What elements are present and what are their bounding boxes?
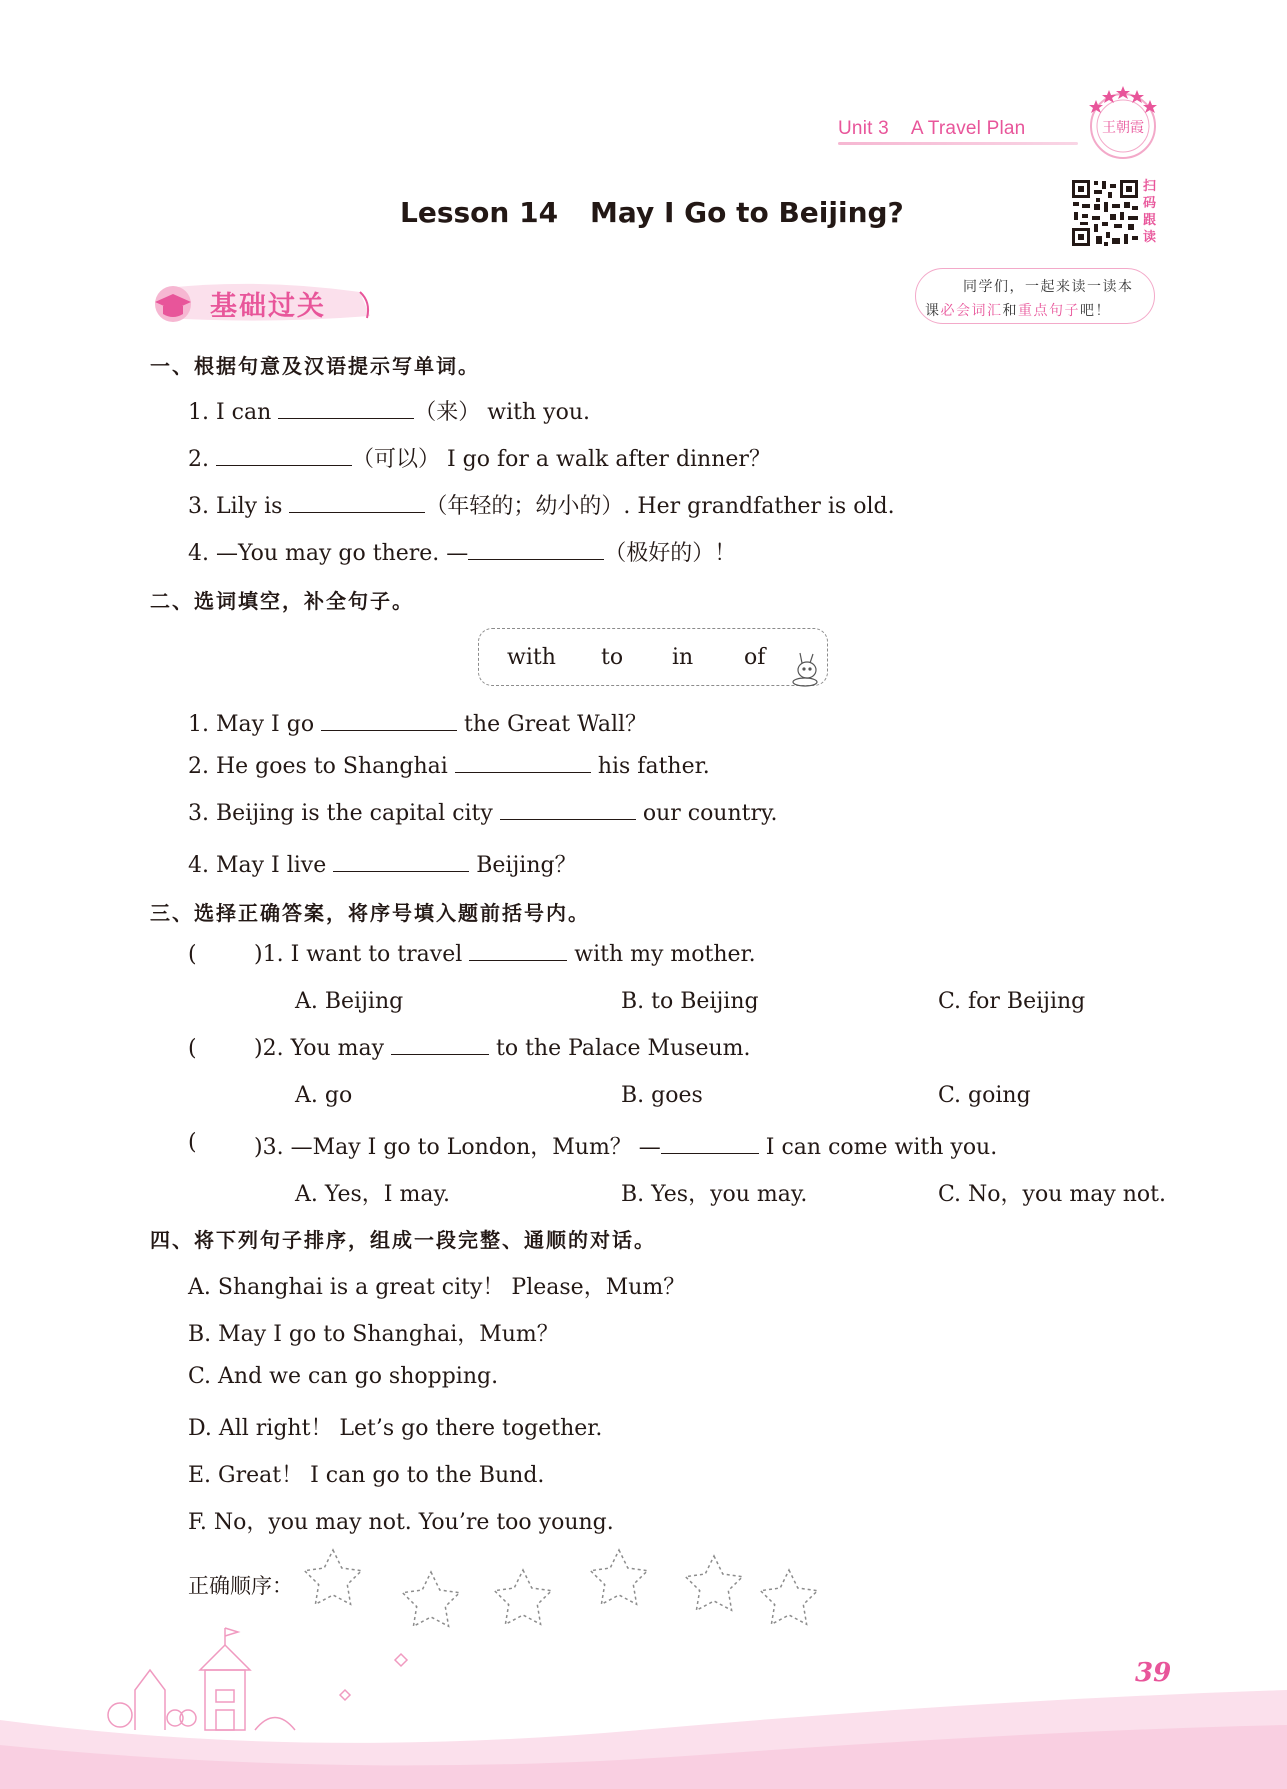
correct-order-label: 正确顺序： xyxy=(188,1574,293,1598)
answer-blank[interactable] xyxy=(468,542,604,560)
answer-blank[interactable] xyxy=(333,854,469,872)
footer-castle-decoration-icon xyxy=(0,1620,1287,1789)
dialogue-sentence-c: C. And we can go shopping. xyxy=(188,1364,499,1389)
lesson-name: May I Go to Beijing? xyxy=(590,196,904,229)
lesson-title xyxy=(400,196,904,229)
part3-item-2-option-c[interactable]: C. going xyxy=(938,1083,1031,1108)
dialogue-sentence-e: E. Great！ I can go to the Bund. xyxy=(188,1463,545,1488)
dialogue-sentence-d: D. All right！ Let’s go there together. xyxy=(188,1416,603,1441)
order-star-5[interactable] xyxy=(686,1556,743,1610)
part1-item-4: 4. —You may go there. — （极好的）！ xyxy=(188,541,737,566)
unit-number: Unit 3 xyxy=(838,118,889,139)
order-star-1[interactable] xyxy=(305,1550,362,1604)
header-underline xyxy=(838,142,1078,145)
part3-heading: 三、选择正确答案，将序号填入题前括号内。 xyxy=(150,901,590,925)
word-bank-item: with xyxy=(507,645,556,670)
order-star-4[interactable] xyxy=(591,1550,648,1604)
answer-blank[interactable] xyxy=(455,755,591,773)
publisher-seal-icon xyxy=(1082,80,1164,162)
answer-blank[interactable] xyxy=(469,943,567,961)
answer-blank[interactable] xyxy=(289,495,425,513)
part3-item-3-option-a[interactable]: A. Yes，I may. xyxy=(295,1182,450,1207)
answer-paren-open[interactable]: ( xyxy=(188,1130,197,1155)
part3-item-2-option-a[interactable]: A. go xyxy=(295,1083,353,1108)
part3-item-3: )3. —May I go to London，Mum？ — I can come with you. xyxy=(254,1135,998,1160)
part3-item-3-option-c[interactable]: C. No，you may not. xyxy=(938,1182,1167,1207)
svg-text:王朝霞: 王朝霞 xyxy=(1102,120,1144,136)
dialogue-sentence-a: A. Shanghai is a great city！ Please，Mum？ xyxy=(188,1275,686,1300)
answer-blank[interactable] xyxy=(500,802,636,820)
part3-item-1-option-c[interactable]: C. for Beijing xyxy=(938,989,1086,1014)
dialogue-sentence-f: F. No，you may not. You’re too young. xyxy=(188,1510,614,1535)
part1-heading: 一、根据句意及汉语提示写单词。 xyxy=(150,354,480,378)
part3-item-1: )1. I want to travel with my mother. xyxy=(254,942,756,967)
answer-blank[interactable] xyxy=(278,401,414,419)
qr-code-icon[interactable] xyxy=(1070,178,1140,248)
rabbit-doodle-icon xyxy=(785,648,825,688)
part4-heading: 四、将下列句子排序，组成一段完整、通顺的对话。 xyxy=(150,1228,656,1252)
part3-item-2-option-b[interactable]: B. goes xyxy=(621,1083,703,1108)
running-header xyxy=(838,118,1025,140)
part3-item-1-option-b[interactable]: B. to Beijing xyxy=(621,989,759,1014)
order-star-6[interactable] xyxy=(761,1570,818,1624)
part3-item-2: )2. You may to the Palace Museum. xyxy=(254,1036,751,1061)
page-number: 39 xyxy=(1135,1658,1172,1688)
part2-item-3: 3. Beijing is the capital city our country. xyxy=(188,801,778,826)
part3-item-3-option-b[interactable]: B. Yes，you may. xyxy=(621,1182,808,1207)
order-star-2[interactable] xyxy=(403,1572,460,1626)
answer-blank[interactable] xyxy=(391,1037,489,1055)
answer-blank[interactable] xyxy=(661,1136,759,1154)
order-star-3[interactable] xyxy=(495,1570,552,1624)
lesson-number: Lesson 14 xyxy=(400,196,559,229)
part2-item-2: 2. He goes to Shanghai his father. xyxy=(188,754,710,779)
part2-item-4: 4. May I live Beijing？ xyxy=(188,853,577,878)
word-bank-item: in xyxy=(672,645,694,670)
part2-item-1: 1. May I go the Great Wall？ xyxy=(188,712,648,737)
part2-heading: 二、选词填空，补全句子。 xyxy=(150,589,414,613)
unit-title: A Travel Plan xyxy=(910,118,1026,139)
word-bank-item: of xyxy=(744,645,766,670)
qr-code-label: 扫 码 跟 读 xyxy=(1143,179,1157,245)
answer-paren-open[interactable]: ( xyxy=(188,1036,197,1061)
part1-item-2: 2. （可以） I go for a walk after dinner？ xyxy=(188,447,771,472)
answer-paren-open[interactable]: ( xyxy=(188,942,197,967)
answer-blank[interactable] xyxy=(216,448,352,466)
word-bank-item: to xyxy=(601,645,624,670)
part1-item-1: 1. I can （来） with you. xyxy=(188,400,590,425)
reading-tip-line1: 同学们，一起来读一读本 xyxy=(963,279,1134,295)
answer-blank[interactable] xyxy=(321,713,457,731)
section-title: 基础过关 xyxy=(210,291,326,322)
part3-item-1-option-a[interactable]: A. Beijing xyxy=(295,989,404,1014)
dialogue-sentence-b: B. May I go to Shanghai，Mum？ xyxy=(188,1322,559,1347)
part1-item-3: 3. Lily is （年轻的；幼小的）. Her grandfather is old. xyxy=(188,494,895,519)
reading-tip-line2: 课必会词汇和重点句子吧！ xyxy=(925,303,1111,319)
